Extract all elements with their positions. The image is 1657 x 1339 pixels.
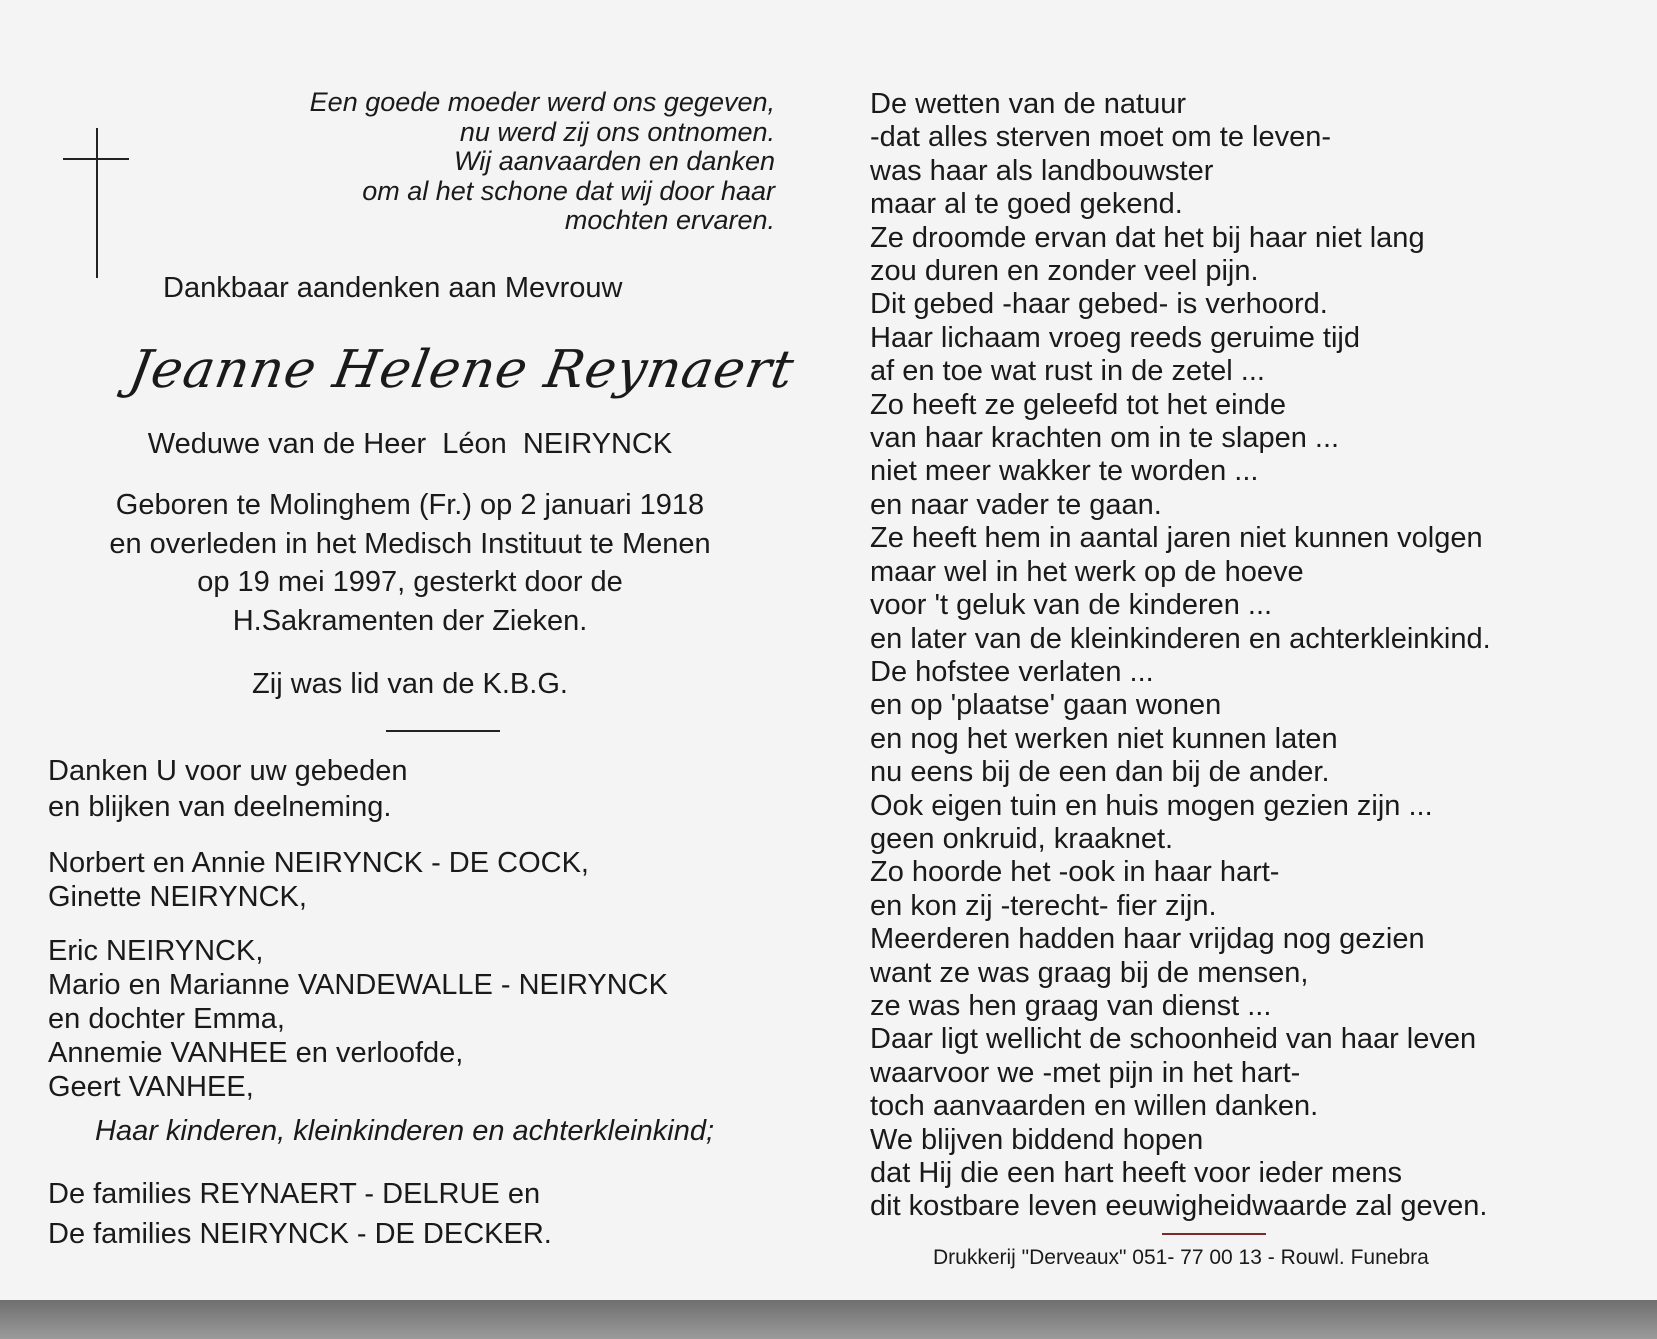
right-poem-line: en op 'plaatse' gaan wonen	[870, 689, 1222, 722]
right-poem-line: waarvoor we -met pijn in het hart-	[870, 1056, 1301, 1089]
right-poem-line: en naar vader te gaan.	[870, 488, 1162, 521]
divider	[386, 730, 500, 732]
thanks-text	[48, 753, 408, 825]
family-group	[48, 846, 589, 914]
right-poem-line: af en toe wat rust in de zetel ...	[870, 355, 1265, 388]
family-line: en dochter Emma,	[48, 1003, 285, 1035]
right-poem-line: en later van de kleinkinderen en achterkleinkind.	[870, 622, 1491, 655]
right-poem-line: dat Hij die een hart heeft voor ieder mens	[870, 1157, 1402, 1189]
top-poem-line: nu werd zij ons ontnomen.	[459, 116, 775, 147]
family-line: Ginette NEIRYNCK,	[48, 881, 307, 913]
name-signature	[124, 340, 799, 406]
right-poem-line: De wetten van de natuur	[870, 88, 1186, 120]
right-poem-line: Meerderen hadden haar vrijdag nog gezien	[870, 923, 1425, 956]
right-poem-line: van haar krachten om in te slapen ...	[870, 422, 1340, 455]
bio-line: H.Sakramenten der Zieken.	[232, 604, 588, 637]
family-line: Norbert en Annie NEIRYNCK - DE COCK,	[48, 847, 589, 879]
right-poem-line: Zo hoorde het -ook in haar hart-	[870, 856, 1280, 889]
family-group	[48, 934, 668, 1104]
right-poem-line: Daar ligt wellicht de schoonheid van haar leven	[870, 1023, 1477, 1056]
bio-line: en overleden in het Medisch Instituut te Menen	[109, 527, 711, 560]
bio-line: Geboren te Molinghem (Fr.) op 2 januari 1918	[115, 489, 705, 521]
right-poem-line: en kon zij -terecht- fier zijn.	[870, 889, 1217, 922]
signature-name: Jeanne Helene Reynaert	[124, 340, 799, 400]
family-line: Eric NEIRYNCK,	[48, 935, 264, 967]
right-poem-line: Dit gebed -haar gebed- is verhoord.	[870, 288, 1328, 321]
families-line: De families NEIRYNCK - DE DECKER.	[48, 1218, 552, 1250]
thanks-line: en blijken van deelneming.	[48, 791, 392, 823]
scan-background	[0, 1300, 1657, 1339]
divider	[1162, 1233, 1266, 1235]
right-poem-line: We blijven biddend hopen	[870, 1123, 1204, 1156]
thanks-line: Danken U voor uw gebeden	[48, 755, 408, 787]
bio-line: op 19 mei 1997, gesterkt door de	[197, 566, 623, 598]
printer-credit: Drukkerij "Derveaux" 051- 77 00 13 - Rouwl. Funebra	[933, 1246, 1429, 1269]
top-poem-line: om al het schone dat wij door haar	[362, 175, 775, 206]
widow-line: Weduwe van de Heer Léon NEIRYNCK	[147, 428, 673, 460]
families-block	[48, 1174, 552, 1254]
biography	[0, 486, 820, 640]
right-poem-line: dit kostbare leven eeuwigheidwaarde zal geven.	[870, 1190, 1488, 1223]
right-poem-line: was haar als landbouwster	[870, 154, 1214, 187]
right-poem-line: en nog het werken niet kunnen laten	[870, 722, 1338, 755]
right-poem-line: nu eens bij de een dan bij de ander.	[870, 756, 1330, 789]
right-poem	[870, 88, 1491, 1224]
right-poem-line: voor 't geluk van de kinderen ...	[870, 589, 1273, 622]
right-poem-line: Haar lichaam vroeg reeds geruime tijd	[870, 321, 1360, 354]
family-line: Mario en Marianne VANDEWALLE - NEIRYNCK	[48, 969, 668, 1001]
family-line: Annemie VANHEE en verloofde,	[48, 1037, 464, 1069]
right-poem-line: want ze was graag bij de mensen,	[870, 956, 1309, 989]
cross-icon-bar	[63, 158, 129, 160]
right-poem-line: Zo heeft ze geleefd tot het einde	[870, 388, 1286, 421]
right-poem-line: zou duren en zonder veel pijn.	[870, 255, 1259, 288]
membership-line: Zij was lid van de K.B.G.	[252, 668, 568, 700]
right-poem-line: maar wel in het werk op de hoeve	[870, 555, 1304, 588]
right-poem-line: toch aanvaarden en willen danken.	[870, 1090, 1319, 1123]
families-line: De families REYNAERT - DELRUE en	[48, 1178, 541, 1210]
right-poem-line: -dat alles sterven moet om te leven-	[870, 121, 1331, 154]
children-line: Haar kinderen, kleinkinderen en achterkleinkind;	[95, 1115, 715, 1147]
top-poem-line: Wij aanvaarden en danken	[454, 146, 775, 176]
right-poem-line: Ze droomde ervan dat het bij haar niet lang	[870, 221, 1425, 254]
top-poem	[175, 88, 775, 236]
family-line: Geert VANHEE,	[48, 1071, 254, 1103]
right-poem-line: niet meer wakker te worden ...	[870, 455, 1259, 488]
right-poem-line: Ook eigen tuin en huis mogen gezien zijn ...	[870, 789, 1433, 822]
cross-icon	[96, 128, 98, 278]
right-poem-line: geen onkruid, kraaknet.	[870, 822, 1174, 855]
top-poem-line: mochten ervaren.	[564, 205, 775, 235]
intro-text: Dankbaar aandenken aan Mevrouw	[163, 272, 623, 304]
right-poem-line: Ze heeft hem in aantal jaren niet kunnen volgen	[870, 522, 1483, 555]
right-poem-line: ze was hen graag van dienst ...	[870, 989, 1272, 1022]
right-poem-line: De hofstee verlaten ...	[870, 655, 1154, 688]
top-poem-line: Een goede moeder werd ons gegeven,	[309, 87, 775, 117]
right-poem-line: maar al te goed gekend.	[870, 188, 1183, 221]
